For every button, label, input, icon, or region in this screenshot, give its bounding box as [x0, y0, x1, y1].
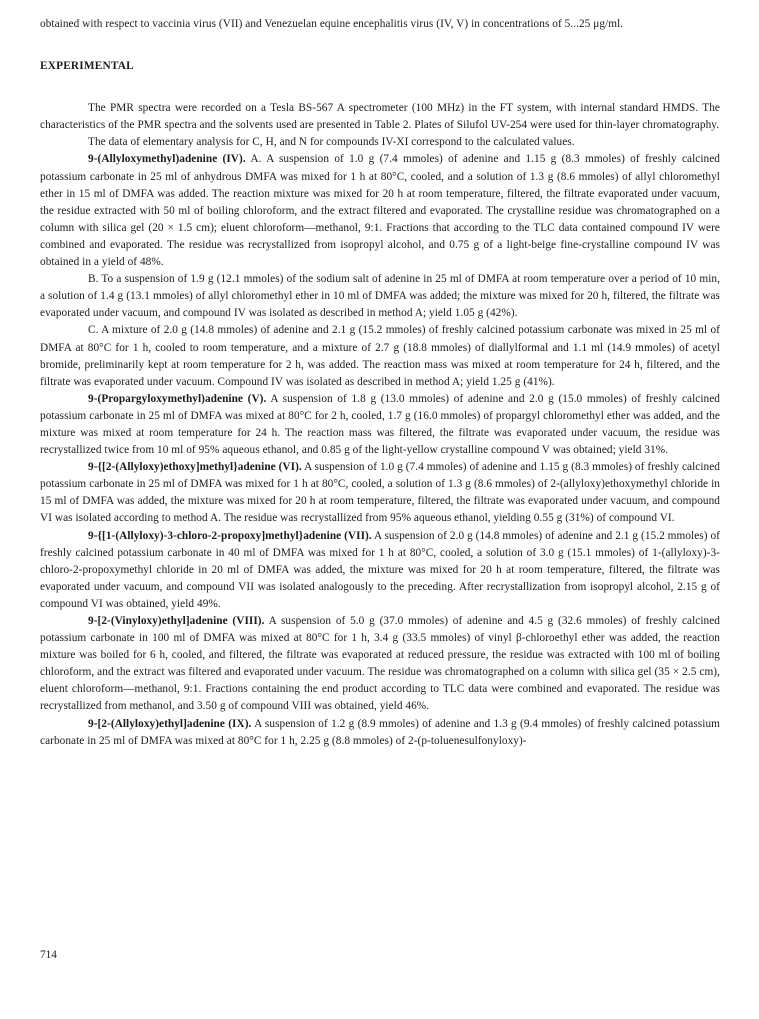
compound-ix-text: A suspension of 1.2 g (8.9 mmoles) of adenine and 1.3 g (9.4 mmoles) of freshly calcined potassium carbonate in 25 ml of DMFA was mixed at 80°C for 1 h, 2.25 g (8.8 mmoles) of 2-(p-toluenesulfonyloxy)- [40, 717, 720, 747]
page-number: 714 [40, 949, 57, 961]
paragraph-pmr: The PMR spectra were recorded on a Tesla BS-567 A spectrometer (100 MHz) in the FT system, with internal standard HMDS. The characteristics of the PMR spectra and the solvents used are presented in Table 2. Plates of Silufol UV-254 were used for thin-layer chromatography. [40, 102, 720, 132]
body-text [40, 16, 720, 750]
compound-v-name: 9-(Propargyloxymethyl)adenine (V). [88, 392, 267, 405]
compound-vi-text: A suspension of 1.0 g (7.4 mmoles) of adenine and 1.15 g (8.3 mmoles) of freshly calcined potassium carbonate in 25 ml of DMFA was mixed for 1 h at 80°C, cooled, a solution of 1.3 g (8.6 mmoles) of 2-(allyloxy)ethoxymethyl chloride in 15 ml of DMFA was added, the mixture was mixed for 20 h at room temperature, filtered, the filtrate was evaporated under vacuum, and compound VI was isolated according to method A. The residue was recrystallized from 95% aqueous ethanol, yielding 0.55 g (31%) of compound VI. [40, 461, 720, 525]
paragraph-compound-viii [40, 613, 720, 716]
compound-iv-method-a-text: A. A suspension of 1.0 g (7.4 mmoles) of adenine and 1.15 g (8.3 mmoles) of freshly calcined potassium carbonate in 25 ml of anhydrous DMFA was mixed for 1 h at 80°C, cooled, and a solution of 1.3 g (8.6 mmoles) of allyl chloromethyl ether in 15 ml of DMFA was added. The reaction mixture was mixed for 20 h at room temperature, filtered, the filtrate evaporated under vacuum, the residue extracted with 50 ml of boiling chloroform, and the extract filtered and evaporated. The crystalline residue was chromatographed on a column with silica gel (20 × 1.5 cm); eluent chloroform—methanol, 9:1. Fractions that according to the TLC data contained compound IV were combined and evaporated. The residue was recrystallized from isopropyl alcohol, and 0.75 g of a light-beige fine-crystalline compound IV was obtained in a yield of 48%. [40, 153, 720, 269]
compound-vii-name: 9-{[1-(Allyloxy)-3-chloro-2-propoxy]methyl}adenine (VII). [88, 529, 372, 542]
intro-continuation: obtained with respect to vaccinia virus (VII) and Venezuelan equine encephalitis virus (IV, V) in concentrations of 5...25 μg/ml. [40, 18, 624, 30]
paragraph-analysis: The data of elementary analysis for C, H, and N for compounds IV-XI correspond to the calculated values. [88, 136, 575, 149]
compound-viii-text: A suspension of 5.0 g (37.0 mmoles) of adenine and 4.5 g (32.6 mmoles) of freshly calcined potassium carbonate in 100 ml of DMFA was mixed at 80°C for 1 h, 3.4 g (33.5 mmoles) of vinyl β-chloroethyl ether was added, the reaction mixture was boiled for 6 h, cooled, and filtered, the filtrate was evaporated at reduced pressure, the residue was extracted with 100 ml of boiling chloroform, and the extract was filtered and evaporated under vacuum. The residue was chromatographed on a column with silica gel (35 × 2.5 cm), eluent chloroform—methanol, 9:1. Fractions containing the end product according to TLC data were combined and evaporated. The residue was recrystallized from methanol, and 3.50 g of compound VIII was obtained, yield 46%. [40, 615, 720, 713]
section-heading: EXPERIMENTAL [40, 60, 134, 73]
compound-iv-name: 9-(Allyloxymethyl)adenine (IV). [88, 153, 246, 166]
paragraph-compound-vii [40, 528, 720, 613]
paragraph-compound-v [40, 391, 720, 459]
compound-v-text: A suspension of 1.8 g (13.0 mmoles) of adenine and 2.0 g (15.0 mmoles) of freshly calcined potassium carbonate in 25 ml of DMFA was mixed at 80°C for 2 h, cooled, 1.7 g (16.0 mmoles) of propargyl chloromethyl ether was added, and the mixture was mixed at room temperature for 24 h. The reaction mass was filtered, the filtrate was evaporated under vacuum, the residue was recrystallized twice from 10 ml of 95% aqueous ethanol, and 0.85 g of the light-yellow crystalline compound V was obtained; yield 31%. [40, 392, 720, 457]
paragraph-compound-vi [40, 459, 720, 527]
paragraph-compound-iv-method-c: C. A mixture of 2.0 g (14.8 mmoles) of adenine and 2.1 g (15.2 mmoles) of freshly calcined potassium carbonate was mixed in 25 ml of DMFA at 80°C for 1 h, cooled to room temperature, and a mixture of 2.7 g (18.8 mmoles) of diallylformal and 1.1 ml (14.9 mmoles) of acetyl bromide, preliminarily kept at room temperature for 2 h, was added. The reaction mass was mixed at room temperature for 24 h, filtered, and the filtrate was evaporated under vacuum. Compound IV was isolated as described in method A; yield 1.25 g (41%). [40, 324, 720, 388]
compound-vi-name: 9-{[2-(Allyloxy)ethoxy]methyl}adenine (VI). [88, 461, 302, 474]
paragraph-compound-ix [40, 716, 720, 750]
paragraph-compound-iv-method-a [40, 151, 720, 271]
paragraph-compound-iv-method-b: B. To a suspension of 1.9 g (12.1 mmoles) of the sodium salt of adenine in 25 ml of DMFA at room temperature over a period of 10 min, a solution of 1.4 g (13.1 mmoles) of allyl chloromethyl ether in 10 ml of DMFA was added; the mixture was mixed for 20 h, filtered, the filtrate was evaporated under vacuum, and compound IV was isolated as described in method A; yield 1.05 g (42%). [40, 273, 720, 320]
compound-vii-text: A suspension of 2.0 g (14.8 mmoles) of adenine and 2.1 g (15.2 mmoles) of freshly calcined potassium carbonate in 40 ml of DMFA was mixed for 1 h at 80°C, cooled, a solution of 3.0 g (15.1 mmoles) of 1-(allyloxy)-3-chloro-2-propoxymethyl chloride in 20 ml of DMFA was added, the mixture was mixed for 20 h at room temperature, filtered, the filtrate was evaporated under vacuum, and compound VII was isolated analogously to the preceding. After recrystallization from isopropyl alcohol, 2.15 g of compound VI was obtained, yield 49%. [40, 529, 720, 610]
compound-viii-name: 9-[2-(Vinyloxy)ethyl]adenine (VIII). [88, 615, 265, 627]
compound-ix-name: 9-[2-(Allyloxy)ethyl]adenine (IX). [88, 717, 252, 730]
